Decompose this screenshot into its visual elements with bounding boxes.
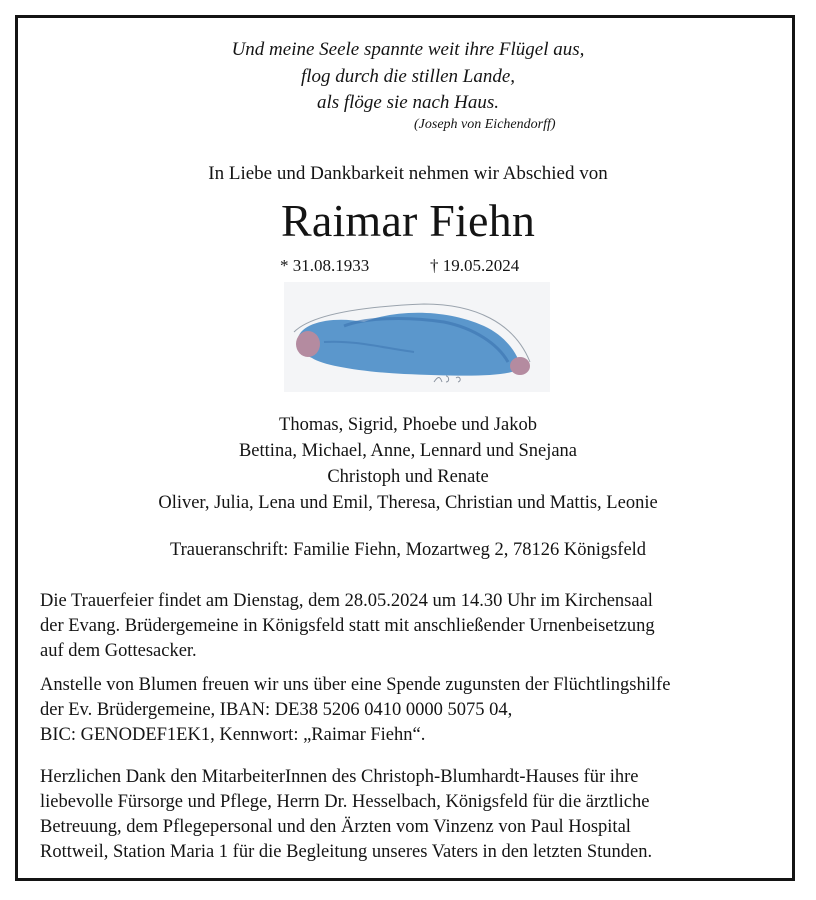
- family-line: Bettina, Michael, Anne, Lennard und Snejana: [238, 441, 578, 461]
- intro-text: In Liebe und Dankbarkeit nehmen wir Abschied von: [208, 163, 608, 184]
- watercolor-illustration: [284, 282, 550, 392]
- funeral-text: der Evang. Brüdergemeine in Königsfeld statt mit anschließender Urnenbeisetzung: [40, 616, 655, 636]
- mourning-address: Traueranschrift: Familie Fiehn, Mozartweg 2, 78126 Königsfeld: [169, 540, 647, 560]
- funeral-text: auf dem Gottesacker.: [40, 641, 197, 661]
- poem-line: als flöge sie nach Haus.: [316, 92, 500, 113]
- poem-line: Und meine Seele spannte weit ihre Flügel aus,: [231, 39, 585, 60]
- death-date: † 19.05.2024: [430, 256, 520, 275]
- donation-text: BIC: GENODEF1EK1, Kennwort: „Raimar Fiehn“.: [40, 725, 426, 745]
- thanks-text: liebevolle Fürsorge und Pflege, Herrn Dr. Hesselbach, Königsfeld für die ärztliche: [40, 792, 650, 812]
- funeral-text: Die Trauerfeier findet am Dienstag, dem 28.05.2024 um 14.30 Uhr im Kirchensaal: [40, 591, 653, 611]
- poem-author: (Joseph von Eichendorff): [414, 117, 556, 132]
- poem-line: flog durch die stillen Lande,: [300, 66, 516, 87]
- thanks-text: Rottweil, Station Maria 1 für die Begleitung unseres Vaters in den letzten Stunden.: [40, 842, 653, 862]
- donation-text: der Ev. Brüdergemeine, IBAN: DE38 5206 0410 0000 5075 04,: [40, 700, 513, 720]
- family-line: Thomas, Sigrid, Phoebe und Jakob: [279, 415, 537, 435]
- family-line: Christoph und Renate: [327, 467, 489, 487]
- donation-text: Anstelle von Blumen freuen wir uns über eine Spende zugunsten der Flüchtlingshilfe: [40, 675, 671, 695]
- thanks-text: Betreuung, dem Pflegepersonal und den Ärzten vom Vinzenz von Paul Hospital: [40, 817, 631, 837]
- thanks-text: Herzlichen Dank den MitarbeiterInnen des Christoph-Blumhardt-Hauses für ihre: [40, 767, 639, 787]
- family-line: Oliver, Julia, Lena und Emil, Theresa, Christian und Mattis, Leonie: [158, 493, 658, 513]
- birth-date: * 31.08.1933: [280, 256, 370, 275]
- deceased-name: Raimar Fiehn: [280, 195, 536, 246]
